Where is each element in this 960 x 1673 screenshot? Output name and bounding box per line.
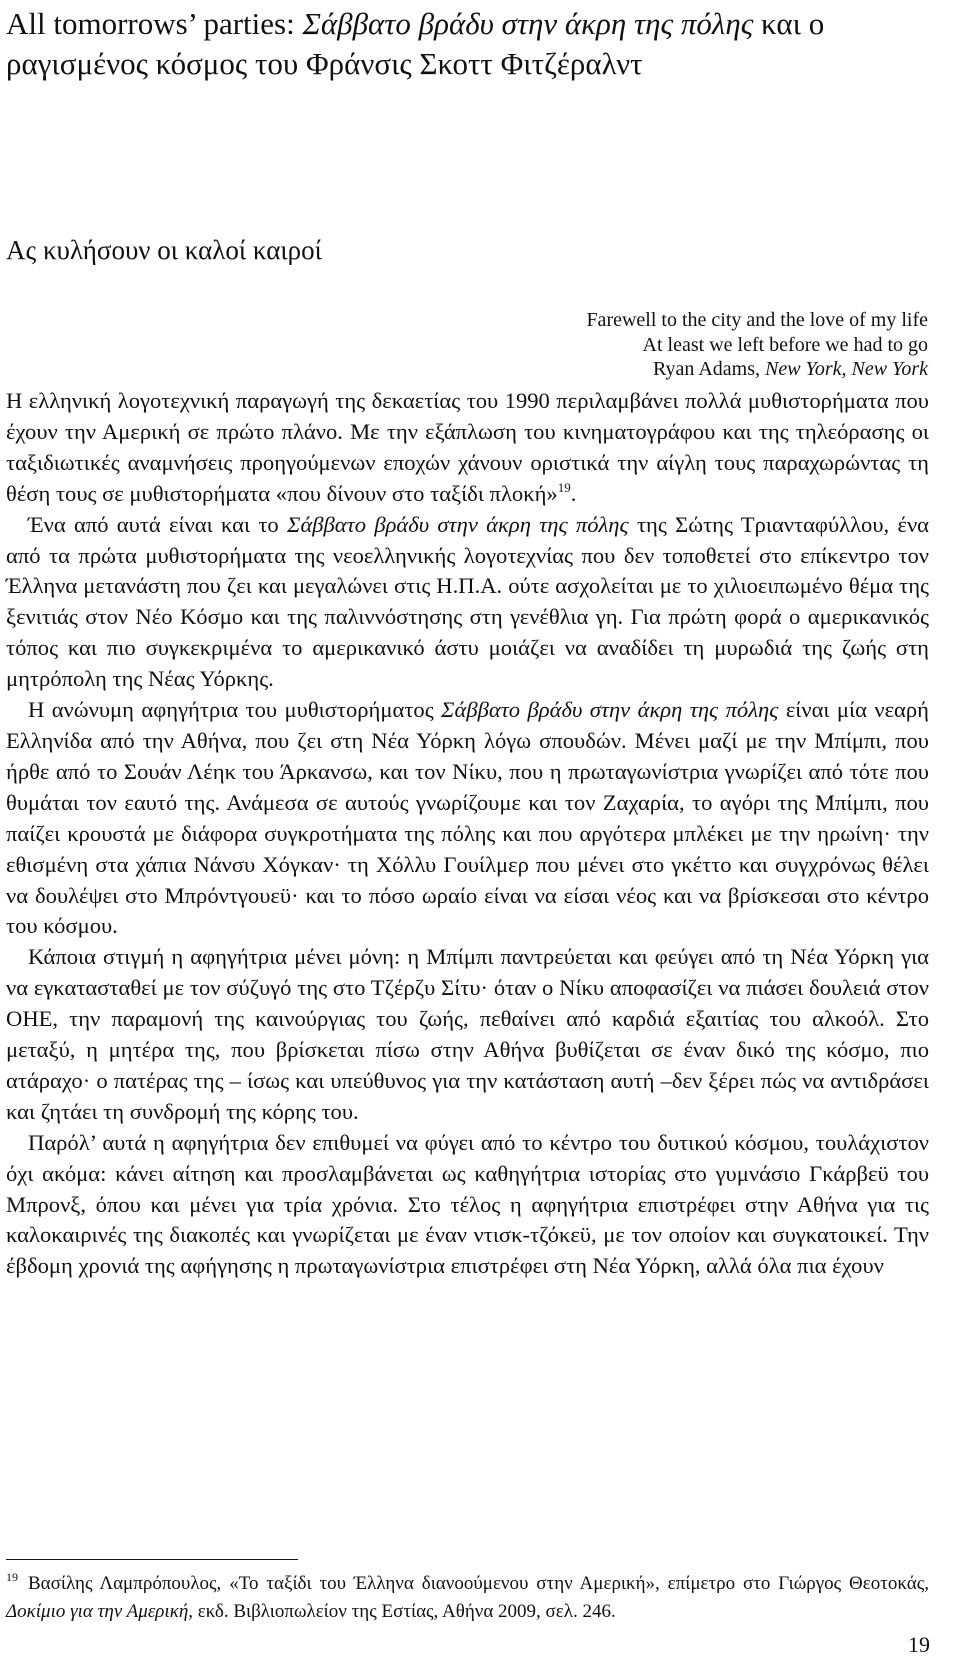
- paragraph-3: [6, 695, 929, 942]
- paragraph-1-end: .: [570, 480, 577, 506]
- section-heading: Ας κυλήσουν οι καλοί καιροί: [6, 235, 322, 265]
- epigraph-song: New York, New York: [764, 358, 928, 380]
- paragraph-3-start: Η ανώνυμη αφηγήτρια του μυθιστορήματος: [28, 697, 434, 723]
- title-italic-book: Σάββατο βράδυ στην άκρη της πόλης: [302, 6, 754, 41]
- paragraph-2: [6, 510, 929, 695]
- paragraph-3-book-title: Σάββατο βράδυ στην άκρη της πόλης: [441, 697, 779, 723]
- paragraph-5: Παρόλ’ αυτά η αφηγήτρια δεν επιθυμεί να φύγει από το κέντρο του δυτικού κόσμου, τουλάχιστον όχι ακόμα: κάνει αίτηση και προσλαμβάνεται ως καθηγήτρια ιστορίας στο γυμνάσιο Γκάρβεϋ του Μπρονξ, όπου και μένει για τρία χρόνια. Στο τέλος η αφηγήτρια επιστρέφει στην Αθήνα για τις καλοκαιρινές της διακοπές και γνωρίζεται με έναν ντισκ-τζόκεϋ, με τον οποίον και συγκατοικεί. Την έβδομη χρονιά της αφήγησης η πρωταγωνίστρια επιστρέφει στη Νέα Υόρκη, αλλά όλα πια έχουν: [6, 1129, 929, 1279]
- footnote-ref-19[interactable]: 19: [557, 479, 571, 495]
- body-text: [6, 386, 929, 1282]
- epigraph-line-1: Farewell to the city and the love of my life: [586, 309, 928, 331]
- page-number: 19: [908, 1632, 930, 1657]
- epigraph: [586, 308, 928, 382]
- paragraph-4: Κάποια στιγμή η αφηγήτρια μένει μόνη: η Μπίμπι παντρεύεται και φεύγει από τη Νέα Υόρκη για να εγκατασταθεί με τον σύζυγό της στο Τζέρζυ Σίτυ· όταν ο Νίκυ αποφασίζει να πιάσει δουλειά στον ΟΗΕ, την παραμονή της καινούργιας του ζωής, πεθαίνει από καρδιά εξαιτίας του αλκοόλ. Στο μεταξύ, η μητέρα της, που βρίσκεται πίσω στην Αθήνα βυθίζεται σε έναν δικό της κόσμο, πιο ατάραχο· ο πατέρας της – ίσως και υπεύθυνος για την κατάσταση αυτή –δεν ξέρει πώς να αντιδράσει και ζητάει τη συνδρομή της κόρης του.: [6, 944, 929, 1124]
- chapter-title: [6, 4, 936, 84]
- footnote-19: [6, 1570, 929, 1626]
- paragraph-3-rest: είναι μία νεαρή Ελληνίδα από την Αθήνα, που ζει στη Νέα Υόρκη λόγω σπουδών. Μένει μαζί με την Μπίμπι, που ήρθε από το Σουάν Λέηκ του Άρκανσω, και τον Νίκυ, που η πρωταγωνίστρια γνωρίζει από τότε που θυμάται τον εαυτό της. Ανάμεσα σε αυτούς γνωρίζουμε και τον Ζαχαρία, το αγόρι της Μπίμπι, που παίζει κρουστά με διάφορα συγκροτήματα της πόλης και που αργότερα μπλέκει με την ηρωίνη· την εθισμένη στα χάπια Νάνσυ Χόγκαν· τη Χόλλυ Γουίλμερ που μένει στο γκέττο και συγχρόνως θέλει να δουλέψει στο Μπρόντγουεϋ· και το πόσο ωραίο είναι να είσαι νέος και να βρίσκεσαι στο κέντρο του κόσμου.: [6, 697, 929, 939]
- epigraph-attribution: [586, 357, 928, 382]
- footnote-text-end: , εκδ. Βιβλιοπωλείον της Εστίας, Αθήνα 2009, σελ. 246.: [188, 1601, 616, 1622]
- title-lead: All tomorrows’ parties:: [6, 6, 295, 41]
- paragraph-2-book-title: Σάββατο βράδυ στην άκρη της πόλης: [287, 511, 629, 537]
- footnote-book-title: Δοκίμιο για την Αμερική: [6, 1601, 189, 1622]
- paragraph-1-text: Η ελληνική λογοτεχνική παραγωγή της δεκαετίας του 1990 περιλαμβάνει πολλά μυθιστορήματα που έχουν την Αμερική σε πρώτο πλάνο. Με την εξάπλωση του κινηματογράφου και της τηλεόρασης οι ταξιδιωτικές αναμνήσεις προηγούμενων εποχών χάνουν οριστικά την αίγλη τους παραχωρώντας τη θέση τους σε μυθιστορήματα «που δίνουν στο ταξίδι πλοκή»: [6, 388, 929, 506]
- footnote-divider: [6, 1559, 298, 1560]
- epigraph-line-2: At least we left before we had to go: [642, 333, 928, 356]
- title-rest: και ο ραγισμένος κόσμος του Φράνσις Σκοττ Φιτζέραλντ: [6, 6, 825, 81]
- paragraph-1: [6, 386, 929, 510]
- paragraph-2-rest: της Σώτης Τριανταφύλλου, ένα από τα πρώτα μυθιστορήματα της νεοελληνικής λογοτεχνίας που δεν τοποθετεί στο επίκεντρο τον Έλληνα μετανάστη που ζει και μεγαλώνει στις Η.Π.Α. ούτε ασχολείται με το χιλιοειπωμένο θέμα της ξενιτιάς στον Νέο Κόσμο και της παλιννόστησης στη γενέθλια γη. Για πρώτη φορά ο αμερικανικός τόπος και πιο συγκεκριμένα το αμερικανικό άστυ μοιάζει να αναδίδει τη μυρωδιά της ζωής στη μητρόπολη της Νέας Υόρκης.: [6, 511, 930, 692]
- epigraph-author: Ryan Adams,: [653, 358, 760, 380]
- footnote-text-start: Βασίλης Λαμπρόπουλος, «Το ταξίδι του Έλληνα διανοούμενου στην Αμερική», επίμετρο στο Γιώργος Θεοτοκάς,: [28, 1573, 929, 1594]
- paragraph-2-start: Ένα από αυτά είναι και το: [28, 511, 279, 537]
- footnote-number: 19: [6, 1570, 18, 1584]
